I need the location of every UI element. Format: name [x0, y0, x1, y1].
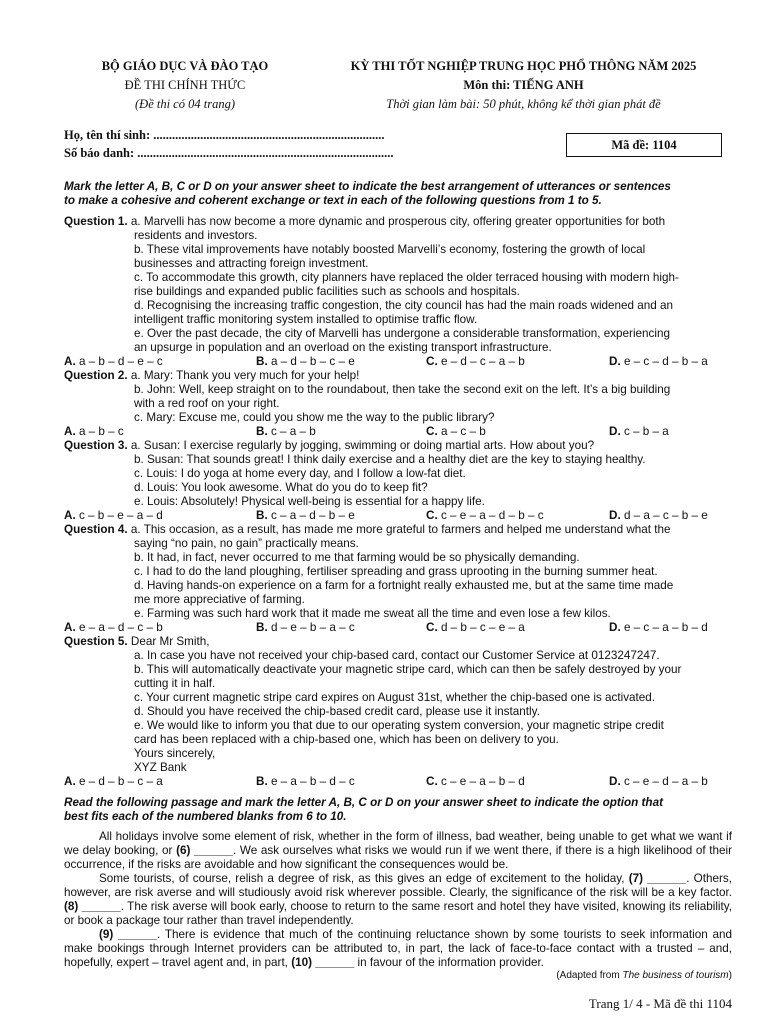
option-text: c – b – a — [623, 425, 669, 438]
answer-row — [64, 621, 732, 635]
option-letter: B. — [256, 621, 268, 634]
option-text: c – a – d – b – e — [270, 509, 355, 522]
question-label: Question 3. — [64, 439, 128, 452]
option-text: a – d – b – c – e — [270, 355, 355, 368]
option-text: d – b – c – e – a — [440, 621, 525, 634]
section1-instruction — [64, 180, 732, 208]
question-text: b. John: Well, keep straight on to the roundabout, then take the second exit on the left. It’s a big building — [134, 383, 671, 396]
time-limit: Thời gian làm bài: 50 phút, không kể thời gian phát đề — [386, 97, 661, 111]
option-letter: B. — [256, 425, 268, 438]
instruction-line: to make a cohesive and coherent exchange or text in each of the following questions from 1 to 5. — [64, 194, 602, 207]
answer-option-a[interactable] — [64, 355, 163, 369]
candidate-info — [64, 126, 394, 162]
source-suffix: ) — [728, 970, 732, 981]
question-text: card has been replaced with a chip-based one, which has been on delivery to you. — [134, 733, 559, 746]
answer-option-d[interactable] — [609, 621, 708, 635]
question-text: intelligent traffic monitoring system installed to optimise traffic flow. — [134, 313, 478, 326]
question-text: d. Recognising the increasing traffic congestion, the city council has had the main roads widened and an — [134, 299, 674, 312]
passage-paragraph-1: All holidays involve some element of risk, whether in the form of illness, bad weather, being unable to get what we want if we delay booking, or (6) ______. We ask ourselves what risks we would run if we went there, if there is a high likelihood of their occurrence, if the risks are avoidable and how significant the consequences would be. — [64, 830, 732, 871]
answer-option-c[interactable] — [426, 775, 525, 789]
numbered-blank: (10) ______ — [291, 956, 355, 969]
option-text: e – c – d – b – a — [623, 355, 708, 368]
option-letter: A. — [64, 509, 76, 522]
passage-source — [556, 970, 732, 981]
answer-option-a[interactable] — [64, 621, 163, 635]
option-letter: C. — [426, 425, 438, 438]
option-letter: B. — [256, 355, 268, 368]
option-letter: A. — [64, 355, 76, 368]
question-text: b. It had, in fact, never occurred to me that farming would be so physically demanding. — [134, 551, 580, 564]
question-text: Dear Mr Smith, — [130, 635, 210, 648]
answer-option-c[interactable] — [426, 355, 525, 369]
option-text: a – b – d – e – c — [78, 355, 163, 368]
option-letter: C. — [426, 355, 438, 368]
question-text: saying “no pain, no gain” practically means. — [134, 537, 359, 550]
option-letter: D. — [609, 621, 621, 634]
answer-option-d[interactable] — [609, 425, 669, 439]
option-letter: D. — [609, 425, 621, 438]
question-text: e. Farming was such hard work that it made me sweat all the time and even lose a few kilos. — [134, 607, 611, 620]
source-title: The business of tourism — [622, 970, 729, 981]
question-text: b. This will automatically deactivate your magnetic stripe card, which can then be safely destroyed by your — [134, 663, 682, 676]
question-text: c. Louis: I do yoga at home every day, and I follow a low-fat diet. — [134, 467, 466, 480]
passage-paragraph-3: (9) ______. There is evidence that much of the continuing reluctance shown by some tourists to seek information and make bookings through Internet providers can be attributed to, in part, the lack of face-to-face contact with a trusted – and, hopefully, expert – travel agent and, in part, (10) ______ in favour of the information provider. — [64, 928, 732, 969]
question-label: Question 2. — [64, 369, 128, 382]
answer-option-d[interactable] — [609, 509, 708, 523]
option-letter: C. — [426, 621, 438, 634]
question-4-line-1 — [64, 523, 732, 537]
source-prefix: (Adapted from — [556, 970, 623, 981]
section2-instruction — [64, 796, 732, 824]
option-text: c – a – b — [270, 425, 316, 438]
exam-title: KỲ THI TỐT NGHIỆP TRUNG HỌC PHỔ THÔNG NĂM 2025 — [350, 59, 697, 73]
option-text: e – d – c – a – b — [440, 355, 525, 368]
header-left — [70, 57, 300, 114]
question-text: a. This occasion, as a result, has made me more grateful to farmers and helped me understand what the — [130, 523, 671, 536]
reading-passage — [64, 830, 732, 970]
question-text: businesses and attracting foreign investment. — [134, 257, 369, 270]
passage-paragraph-2: Some tourists, of course, relish a degree of risk, as this gives an edge of excitement to the holiday, (7) ______. Others, however, are risk averse and will studiously avoid risk wherever possible. Clearly, the significance of the risk will be a key factor. (8) ______. The risk averse will book early, choose to return to the same resort and hotel they have visited, knowing its reliability, or book a package tour rather than travel independently. — [64, 872, 732, 927]
option-text: c – e – d – a – b — [623, 775, 708, 788]
numbered-blank: (6) ______ — [176, 844, 234, 857]
question-text: d. Should you have received the chip-based credit card, please use it instantly. — [134, 705, 540, 718]
question-text: a. Susan: I exercise regularly by jogging, swimming or doing martial arts. How about you? — [130, 439, 595, 452]
question-text: b. These vital improvements have notably boosted Marvelli’s economy, fostering the growth of local — [134, 243, 646, 256]
instruction-line: Mark the letter A, B, C or D on your answer sheet to indicate the best arrangement of utterances or sentences — [64, 180, 671, 193]
question-text: cutting it in half. — [134, 677, 216, 690]
question-text: c. To accommodate this growth, city planners have replaced the older terraced housing with modern high- — [134, 271, 679, 284]
numbered-blank: (8) ______ — [64, 900, 121, 913]
answer-row — [64, 775, 732, 789]
question-text: c. Mary: Excuse me, could you show me the way to the public library? — [134, 411, 495, 424]
option-text: d – e – b – a – c — [270, 621, 355, 634]
candidate-name-line: Họ, tên thí sinh: .......................................................................... — [64, 128, 385, 142]
answer-option-b[interactable] — [256, 509, 355, 523]
option-text: c – e – a – b – d — [440, 775, 525, 788]
pages-note: (Đề thi có 04 trang) — [135, 97, 235, 111]
option-text: e – a – d – c – b — [78, 621, 163, 634]
question-label: Question 5. — [64, 635, 128, 648]
answer-row — [64, 355, 732, 369]
official-label: ĐỀ THI CHÍNH THỨC — [124, 78, 246, 92]
answer-option-b[interactable] — [256, 425, 316, 439]
question-text: a. Mary: Thank you very much for your help! — [130, 369, 360, 382]
answer-option-a[interactable] — [64, 775, 163, 789]
subject: Môn thi: TIẾNG ANH — [463, 78, 584, 92]
answer-option-c[interactable] — [426, 621, 525, 635]
question-text: with a red roof on your right. — [134, 397, 280, 410]
option-letter: D. — [609, 509, 621, 522]
option-text: c – b – e – a – d — [78, 509, 163, 522]
question-text: an upsurge in population and an overload on the existing transport infrastructure. — [134, 341, 552, 354]
option-text: a – c – b — [440, 425, 486, 438]
ministry-name: BỘ GIÁO DỤC VÀ ĐÀO TẠO — [101, 59, 269, 73]
question-label: Question 4. — [64, 523, 128, 536]
question-text: e. We would like to inform you that due to our operating system conversion, your magnetic stripe credit — [134, 719, 664, 732]
answer-option-a[interactable] — [64, 425, 124, 439]
question-text: e. Louis: Absolutely! Physical well-being is essential for a happy life. — [134, 495, 485, 508]
option-letter: C. — [426, 775, 438, 788]
option-letter: B. — [256, 509, 268, 522]
question-text: c. Your current magnetic stripe card expires on August 31st, whether the chip-based one is activated. — [134, 691, 656, 704]
instruction-line: Read the following passage and mark the letter A, B, C or D on your answer sheet to indicate the option that — [64, 796, 663, 809]
option-text: d – a – c – b – e — [623, 509, 708, 522]
answer-option-a[interactable] — [64, 509, 163, 523]
candidate-id-line: Số báo danh: .................................................................................. — [64, 146, 394, 160]
question-label: Question 1. — [64, 215, 128, 228]
answer-option-d[interactable] — [609, 355, 708, 369]
question-text: a. Marvelli has now become a more dynamic and prosperous city, offering greater opportunities for both — [130, 215, 666, 228]
question-text: e. Over the past decade, the city of Marvelli has undergone a considerable transformation, experiencing — [134, 327, 670, 340]
option-text: a – b – c — [78, 425, 124, 438]
numbered-blank: (7) ______ — [628, 872, 687, 885]
question-text: me more appreciative of farming. — [134, 593, 305, 606]
answer-row — [64, 509, 732, 523]
option-letter: D. — [609, 775, 621, 788]
option-letter: D. — [609, 355, 621, 368]
exam-code-box: Mã đề: 1104 — [566, 133, 722, 157]
option-text: c – e – a – d – b – c — [440, 509, 544, 522]
question-text: residents and investors. — [134, 229, 258, 242]
answer-option-c[interactable] — [426, 425, 486, 439]
header-right — [326, 57, 721, 114]
question-1-line-1 — [64, 215, 732, 229]
question-text: d. Louis: You look awesome. What do you do to keep fit? — [134, 481, 428, 494]
answer-option-b[interactable] — [256, 355, 355, 369]
answer-option-b[interactable] — [256, 621, 355, 635]
option-letter: A. — [64, 775, 76, 788]
question-text: rise buildings and expanded public facilities such as schools and hospitals. — [134, 285, 520, 298]
question-text: Yours sincerely, — [134, 747, 216, 760]
question-text: XYZ Bank — [134, 761, 187, 774]
option-letter: B. — [256, 775, 268, 788]
instruction-line: best fits each of the numbered blanks from 6 to 10. — [64, 810, 347, 823]
option-letter: C. — [426, 509, 438, 522]
answer-option-c[interactable] — [426, 509, 544, 523]
answer-option-b[interactable] — [256, 775, 355, 789]
answer-row — [64, 425, 732, 439]
question-text: b. Susan: That sounds great! I think daily exercise and a healthy diet are the key to staying healthy. — [134, 453, 646, 466]
option-letter: A. — [64, 425, 76, 438]
option-text: e – c – a – b – d — [623, 621, 708, 634]
question-text: c. I had to do the land ploughing, fertiliser spreading and grass uprooting in the burning summer heat. — [134, 565, 658, 578]
question-text: d. Having hands-on experience on a farm for a fortnight really exhausted me, but at the same time made — [134, 579, 674, 592]
question-5-line-1 — [64, 635, 732, 649]
question-block — [64, 215, 732, 789]
question-3-line-1 — [64, 439, 732, 453]
question-text: a. In case you have not received your chip-based card, contact our Customer Service at 0123247247. — [134, 649, 660, 662]
option-text: e – a – b – d – c — [270, 775, 355, 788]
page-footer: Trang 1/ 4 - Mã đề thi 1104 — [588, 996, 732, 1011]
numbered-blank: (9) ______ — [99, 928, 158, 941]
option-letter: A. — [64, 621, 76, 634]
question-2-line-1 — [64, 369, 732, 383]
answer-option-d[interactable] — [609, 775, 708, 789]
option-text: e – d – b – c – a — [78, 775, 163, 788]
